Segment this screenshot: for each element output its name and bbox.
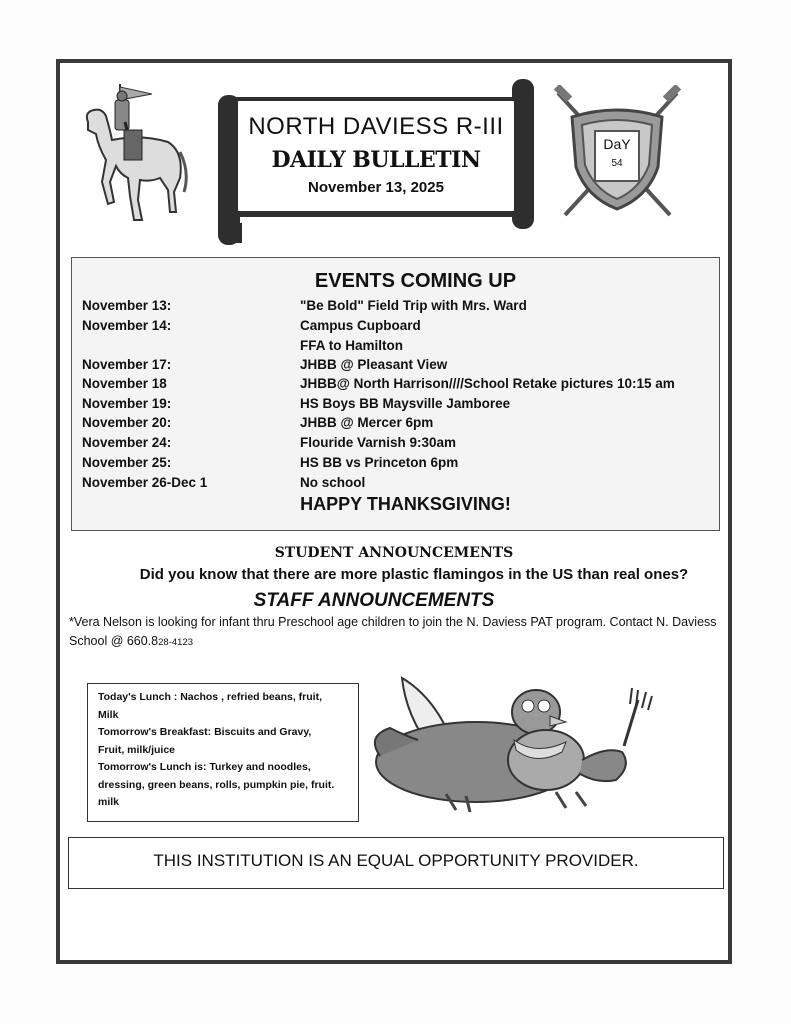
day-label: DaY	[603, 136, 631, 152]
lunch-line: Milk	[98, 708, 119, 721]
lunch-line: Fruit, milk/juice	[98, 743, 176, 756]
event-date: November 17:	[82, 357, 172, 372]
event-desc: Campus Cupboard	[300, 318, 421, 333]
bulletin-title: DAILY BULLETIN	[271, 147, 481, 173]
bulletin-date: November 13, 2025	[308, 179, 444, 196]
event-desc: JHBB @ Mercer 6pm	[300, 415, 434, 430]
event-date: November 14:	[82, 318, 172, 333]
thanksgiving-greeting: HAPPY THANKSGIVING!	[300, 494, 511, 514]
school-name: NORTH DAVIESS R-III	[248, 113, 504, 140]
knight-on-horse-icon	[80, 82, 190, 227]
event-desc: HS BB vs Princeton 6pm	[300, 455, 459, 470]
event-desc: JHBB@ North Harrison////School Retake pictures 10:15 am	[300, 376, 675, 391]
day-badge	[594, 130, 640, 182]
event-desc: JHBB @ Pleasant View	[300, 357, 448, 372]
event-date: November 20:	[82, 415, 172, 430]
day-number: 54	[611, 158, 623, 169]
staff-announcement-body: *Vera Nelson is looking for infant thru Preschool age children to join the N. Daviess PAT program. Contact N. Daviess School @ 660.8	[69, 615, 717, 648]
staff-announcements-heading: STAFF ANNOUNCEMENTS	[253, 590, 495, 611]
equal-opportunity-statement: THIS INSTITUTION IS AN EQUAL OPPORTUNITY PROVIDER.	[68, 837, 724, 889]
staff-phone-suffix: 28-4123	[158, 637, 194, 648]
lunch-line: Today's Lunch : Nachos , refried beans, fruit,	[98, 691, 323, 703]
event-desc: FFA to Hamilton	[300, 338, 403, 353]
event-date: November 25:	[82, 455, 172, 470]
student-announcements-heading: STUDENT ANNOUNCEMENTS	[274, 545, 514, 561]
lunch-line: Tomorrow's Breakfast: Biscuits and Gravy,	[98, 726, 312, 738]
turkey-with-knife-fork-icon	[366, 676, 672, 816]
lunch-line: milk	[98, 796, 120, 808]
events-title: EVENTS COMING UP	[314, 270, 517, 292]
event-desc: No school	[300, 475, 366, 490]
lunch-menu-box	[87, 683, 359, 822]
staff-announcement-text	[69, 613, 719, 652]
event-date: November 18	[82, 376, 167, 391]
lunch-line: dressing, green beans, rolls, pumpkin pie, fruit.	[98, 778, 335, 791]
title-box	[238, 101, 514, 211]
event-date: November 13:	[82, 298, 172, 313]
event-date: November 24:	[82, 435, 172, 450]
events-panel	[71, 257, 720, 531]
lunch-line: Tomorrow's Lunch is: Turkey and noodles,	[98, 761, 311, 773]
event-desc: Flouride Varnish 9:30am	[300, 435, 457, 450]
event-date: November 26-Dec 1	[82, 475, 208, 490]
student-announcement-text: Did you know that there are more plastic flamingos in the US than real ones?	[139, 566, 689, 583]
event-date: November 19:	[82, 396, 172, 411]
event-desc: "Be Bold" Field Trip with Mrs. Ward	[300, 298, 527, 313]
event-desc: HS Boys BB Maysville Jamboree	[300, 396, 511, 411]
